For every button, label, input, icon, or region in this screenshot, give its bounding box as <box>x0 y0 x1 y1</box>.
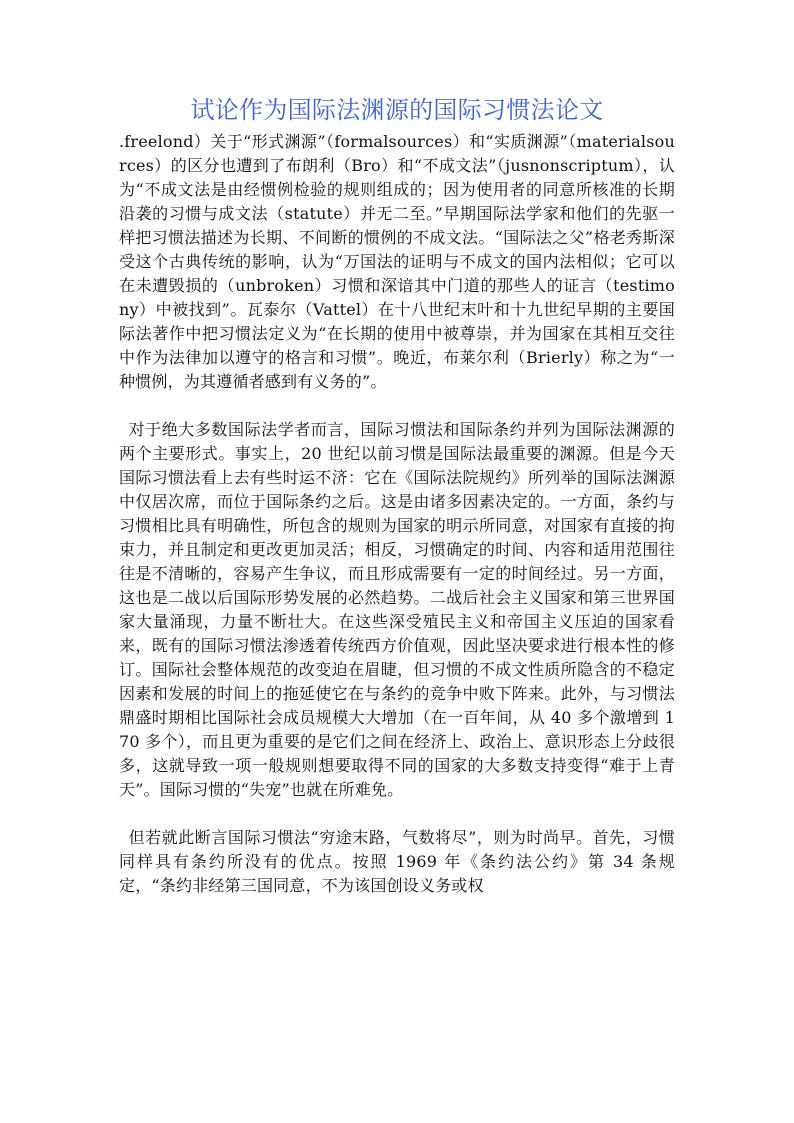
paragraph-2: 对于绝大多数国际法学者而言，国际习惯法和国际条约并列为国际法渊源的两个主要形式。事实上，20 世纪以前习惯是国际法最重要的渊源。但是今天国际习惯法看上去有些时运不济：它在《国际法院规约》所列举的国际法渊源中仅居次席，而位于国际条约之后。这是由诸多因素决定的。一方面，条约与习惯相比具有明确性，所包含的规则为国家的明示所同意，对国家有直接的拘束力，并且制定和更改更加灵活；相反，习惯确定的时间、内容和适用范围往往是不清晰的，容易产生争议，而且形成需要有一定的时间经过。另一方面，这也是二战以后国际形势发展的必然趋势。二战后社会主义国家和第三世界国家大量涌现，力量不断壮大。在这些深受殖民主义和帝国主义压迫的国家看来，既有的国际习惯法渗透着传统西方价值观，因此坚决要求进行根本性的修订。国际社会整体规范的改变迫在眉睫，但习惯的不成文性质所隐含的不稳定因素和发展的时间上的拖延使它在与条约的竞争中败下阵来。此外，与习惯法鼎盛时期相比国际社会成员规模大大增加（在一百年间，从 40 多个激增到 170 多个），而且更为重要的是它们之间在经济上、政治上、意识形态上分歧很多，这就导致一项一般规则想要取得不同的国家的大多数支持变得“难于上青天”。国际习惯的“失宠”也就在所难免。 <box>119 420 675 799</box>
document-title: 试论作为国际法渊源的国际习惯法论文 <box>190 96 604 124</box>
paragraph-3: 但若就此断言国际习惯法“穷途末路，气数将尽”，则为时尚早。首先，习惯同样具有条约所没有的优点。按照 1969 年《条约法公约》第 34 条规定，“条约非经第三国同意，不为该国创设义务或权 <box>119 828 675 895</box>
document-body <box>119 92 675 898</box>
paragraph-1: .freelond）关于“形式渊源”（formalsources）和“实质渊源”（materialsources）的区分也遭到了布朗利（Bro）和“不成文法”（jusnonscriptum），认为“不成文法是由经惯例检验的规则组成的；因为使用者的同意所核准的长期沿袭的习惯与成文法（statute）并无二至。”早期国际法学家和他们的先驱一样把习惯法描述为长期、不间断的惯例的不成文法。“国际法之父”格老秀斯深受这个古典传统的影响，认为“万国法的证明与不成文的国内法相似；它可以在未遭毁损的（unbroken）习惯和深谙其中门道的那些人的证言（testimony）中被找到”。瓦泰尔（Vattel）在十八世纪末叶和十九世纪早期的主要国际法著作中把习惯法定义为“在长期的使用中被尊崇，并为国家在其相互交往中作为法律加以遵守的格言和习惯”。晚近，布莱尔利（Brierly）称之为“一种惯例，为其遵循者感到有义务的”。 <box>119 132 675 391</box>
